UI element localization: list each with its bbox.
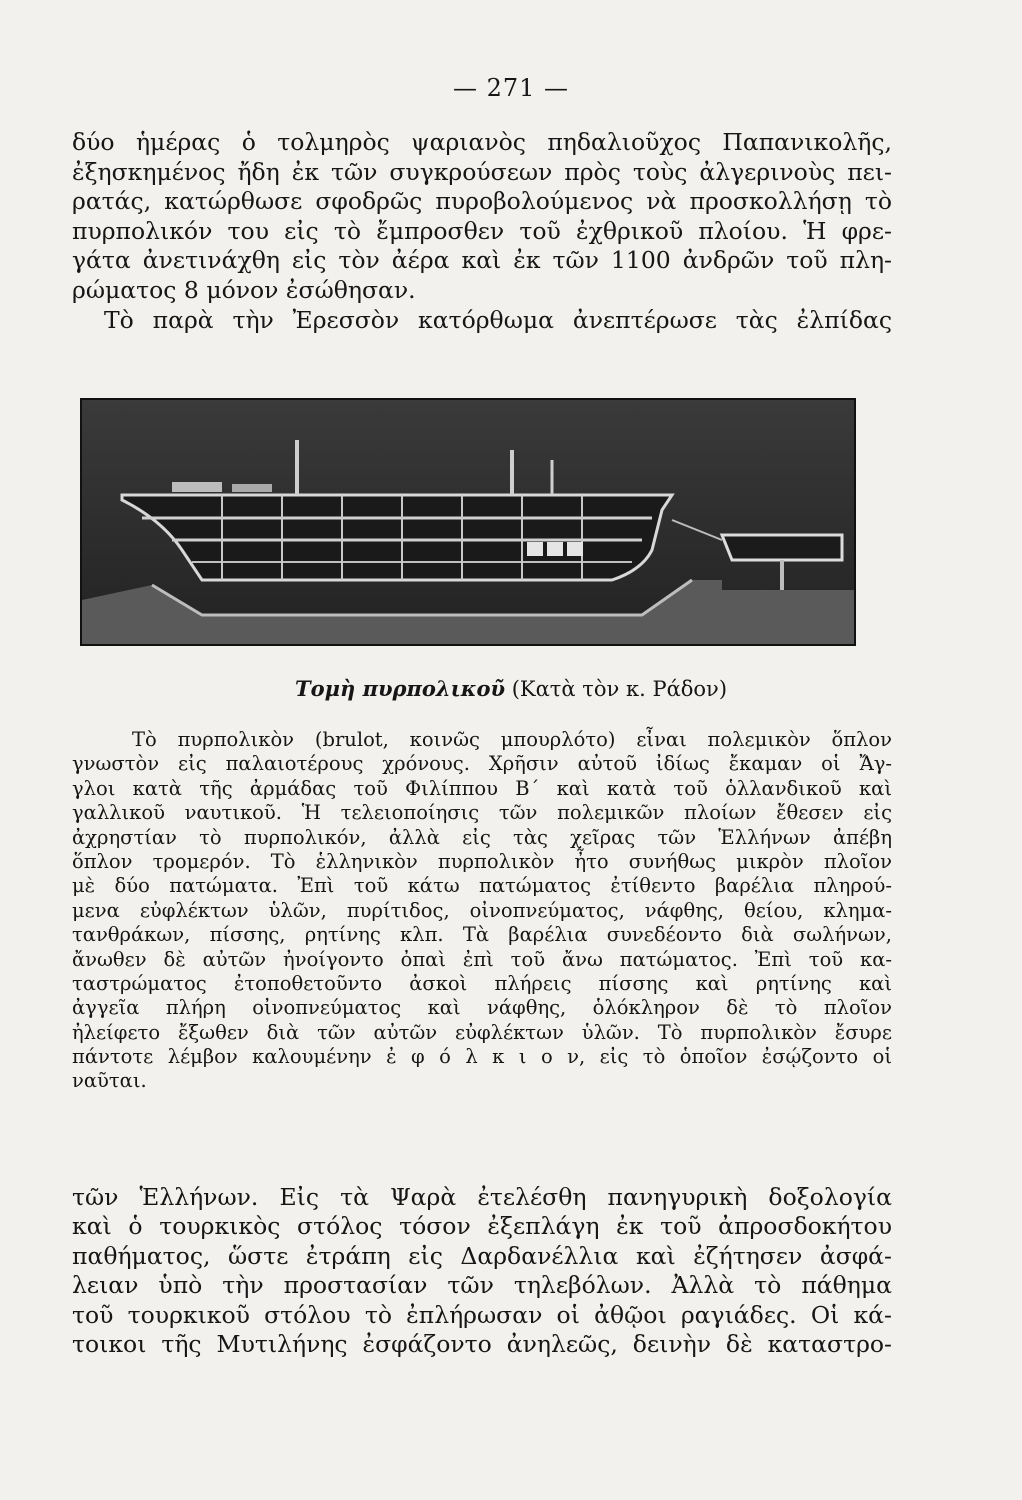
figure-caption xyxy=(0,676,1022,701)
text-line: καὶ ὁ τουρκικὸς στόλος τόσον ἐξεπλάγη ἐκ τοῦ ἀπροσδοκήτου xyxy=(72,1212,892,1241)
text-line: ρατάς, κατώρθωσε σφοδρῶς πυροβολούμενος νὰ προσκολλήσῃ τὸ xyxy=(72,187,892,216)
note-line: τανθράκων, πίσσης, ρητίνης κλπ. Τὰ βαρέλια συνεδέοντο διὰ σωλήνων, xyxy=(72,923,892,947)
note-line: ἄνωθεν δὲ αὐτῶν ἠνοίγοντο ὀπαὶ ἐπὶ τοῦ ἄνω πατώματος. Ἐπὶ τοῦ κα- xyxy=(72,947,892,971)
text-line: τοικοι τῆς Μυτιλήνης ἐσφάζοντο ἀνηλεῶς, δεινὴν δὲ καταστρο- xyxy=(72,1329,892,1358)
note-line: Τὸ πυρπολικὸν (brulot, κοινῶς μπουρλότο) εἶναι πολεμικὸν ὅπλον xyxy=(132,728,892,751)
text-line: πυρπολικόν του εἰς τὸ ἔμπροσθεν τοῦ ἐχθρικοῦ πλοίου. Ἡ φρε- xyxy=(72,216,892,245)
paragraph-1 xyxy=(72,128,892,335)
text-line: τοῦ τουρκικοῦ στόλου τὸ ἐπλήρωσαν οἱ ἀθῷοι ραγιάδες. Οἱ κά- xyxy=(72,1300,892,1329)
ship-cross-section-figure xyxy=(80,398,856,646)
fireship-section-illustration xyxy=(82,400,854,644)
text-line: δύο ἡμέρας ὁ τολμηρὸς ψαριανὸς πηδαλιοῦχος Παπανικολῆς, xyxy=(72,128,892,156)
page-number: — 271 — xyxy=(452,74,570,102)
note-line: ναῦται. xyxy=(72,1069,147,1093)
note-line: ἀγγεῖα πλήρη οἰνοπνεύματος καὶ νάφθης, ὁλόκληρον δὲ τὸ πλοῖον xyxy=(72,996,892,1020)
note-line: μὲ δύο πατώματα. Ἐπὶ τοῦ κάτω πατώματος ἐτίθεντο βαρέλια πληρού- xyxy=(72,874,892,898)
note-line: γνωστὸν εἰς παλαιοτέρους χρόνους. Χρῆσιν αὐτοῦ ἰδίως ἔκαμαν οἱ Ἄγ- xyxy=(72,752,892,776)
caption-source: (Κατὰ τὸν κ. Ράδον) xyxy=(505,677,728,701)
note-line: ἠλείφετο ἔξωθεν διὰ τῶν αὐτῶν εὐφλέκτων ὑλῶν. Τὸ πυρπολικὸν ἔσυρε xyxy=(72,1020,892,1044)
text-line: γάτα ἀνετινάχθη εἰς τὸν ἀέρα καὶ ἐκ τῶν 1100 ἀνδρῶν τοῦ πλη- xyxy=(72,246,892,275)
note-line: πάντοτε λέμβον καλουμένην ἐ φ ό λ κ ι ο ν, εἰς τὸ ὁποῖον ἐσῴζοντο οἱ xyxy=(72,1045,892,1069)
text-line: Τὸ παρὰ τὴν Ἐρεσσὸν κατόρθωμα ἀνεπτέρωσε τὰς ἐλπίδας xyxy=(104,305,892,334)
footnote-block xyxy=(72,728,892,1094)
text-line: παθήματος, ὥστε ἐτράπη εἰς Δαρδανέλλια καὶ ἐζήτησεν ἀσφά- xyxy=(72,1241,892,1270)
note-line: γλοι κατὰ τῆς ἀρμάδας τοῦ Φιλίππου Β΄ καὶ κατὰ τοῦ ὁλλανδικοῦ καὶ xyxy=(72,776,892,800)
note-line: ἀχρηστίαν τὸ πυρπολικόν, ἀλλὰ εἰς τὰς χεῖρας τῶν Ἑλλήνων ἀπέβη xyxy=(72,825,892,849)
paragraph-3 xyxy=(72,1183,892,1359)
caption-title: Τομὴ πυρπολικοῦ xyxy=(294,676,506,701)
note-line: γαλλικοῦ ναυτικοῦ. Ἡ τελειοποίησις τῶν πολεμικῶν πλοίων ἔθεσεν εἰς xyxy=(72,801,892,825)
text-line: τῶν Ἑλλήνων. Εἰς τὰ Ψαρὰ ἐτελέσθη πανηγυρικὴ δοξολογία xyxy=(72,1183,892,1211)
note-line: ταστρώματος ἐτοποθετοῦντο ἀσκοὶ πλήρεις πίσσης καὶ ρητίνης καὶ xyxy=(72,971,892,995)
note-line: μενα εὐφλέκτων ὑλῶν, πυρίτιδος, οἰνοπνεύματος, νάφθης, θείου, κλημα- xyxy=(72,898,892,922)
note-line: ὅπλον τρομερόν. Τὸ ἑλληνικὸν πυρπολικὸν ἦτο συνήθως μικρὸν πλοῖον xyxy=(72,849,892,873)
text-line: ρώματος 8 μόνον ἐσώθησαν. xyxy=(72,275,416,304)
text-line: ἐξησκημένος ἤδη ἐκ τῶν συγκρούσεων πρὸς τοὺς ἀλγερινοὺς πει- xyxy=(72,157,892,186)
text-line: λειαν ὑπὸ τὴν προστασίαν τῶν τηλεβόλων. Ἀλλὰ τὸ πάθημα xyxy=(72,1271,892,1300)
